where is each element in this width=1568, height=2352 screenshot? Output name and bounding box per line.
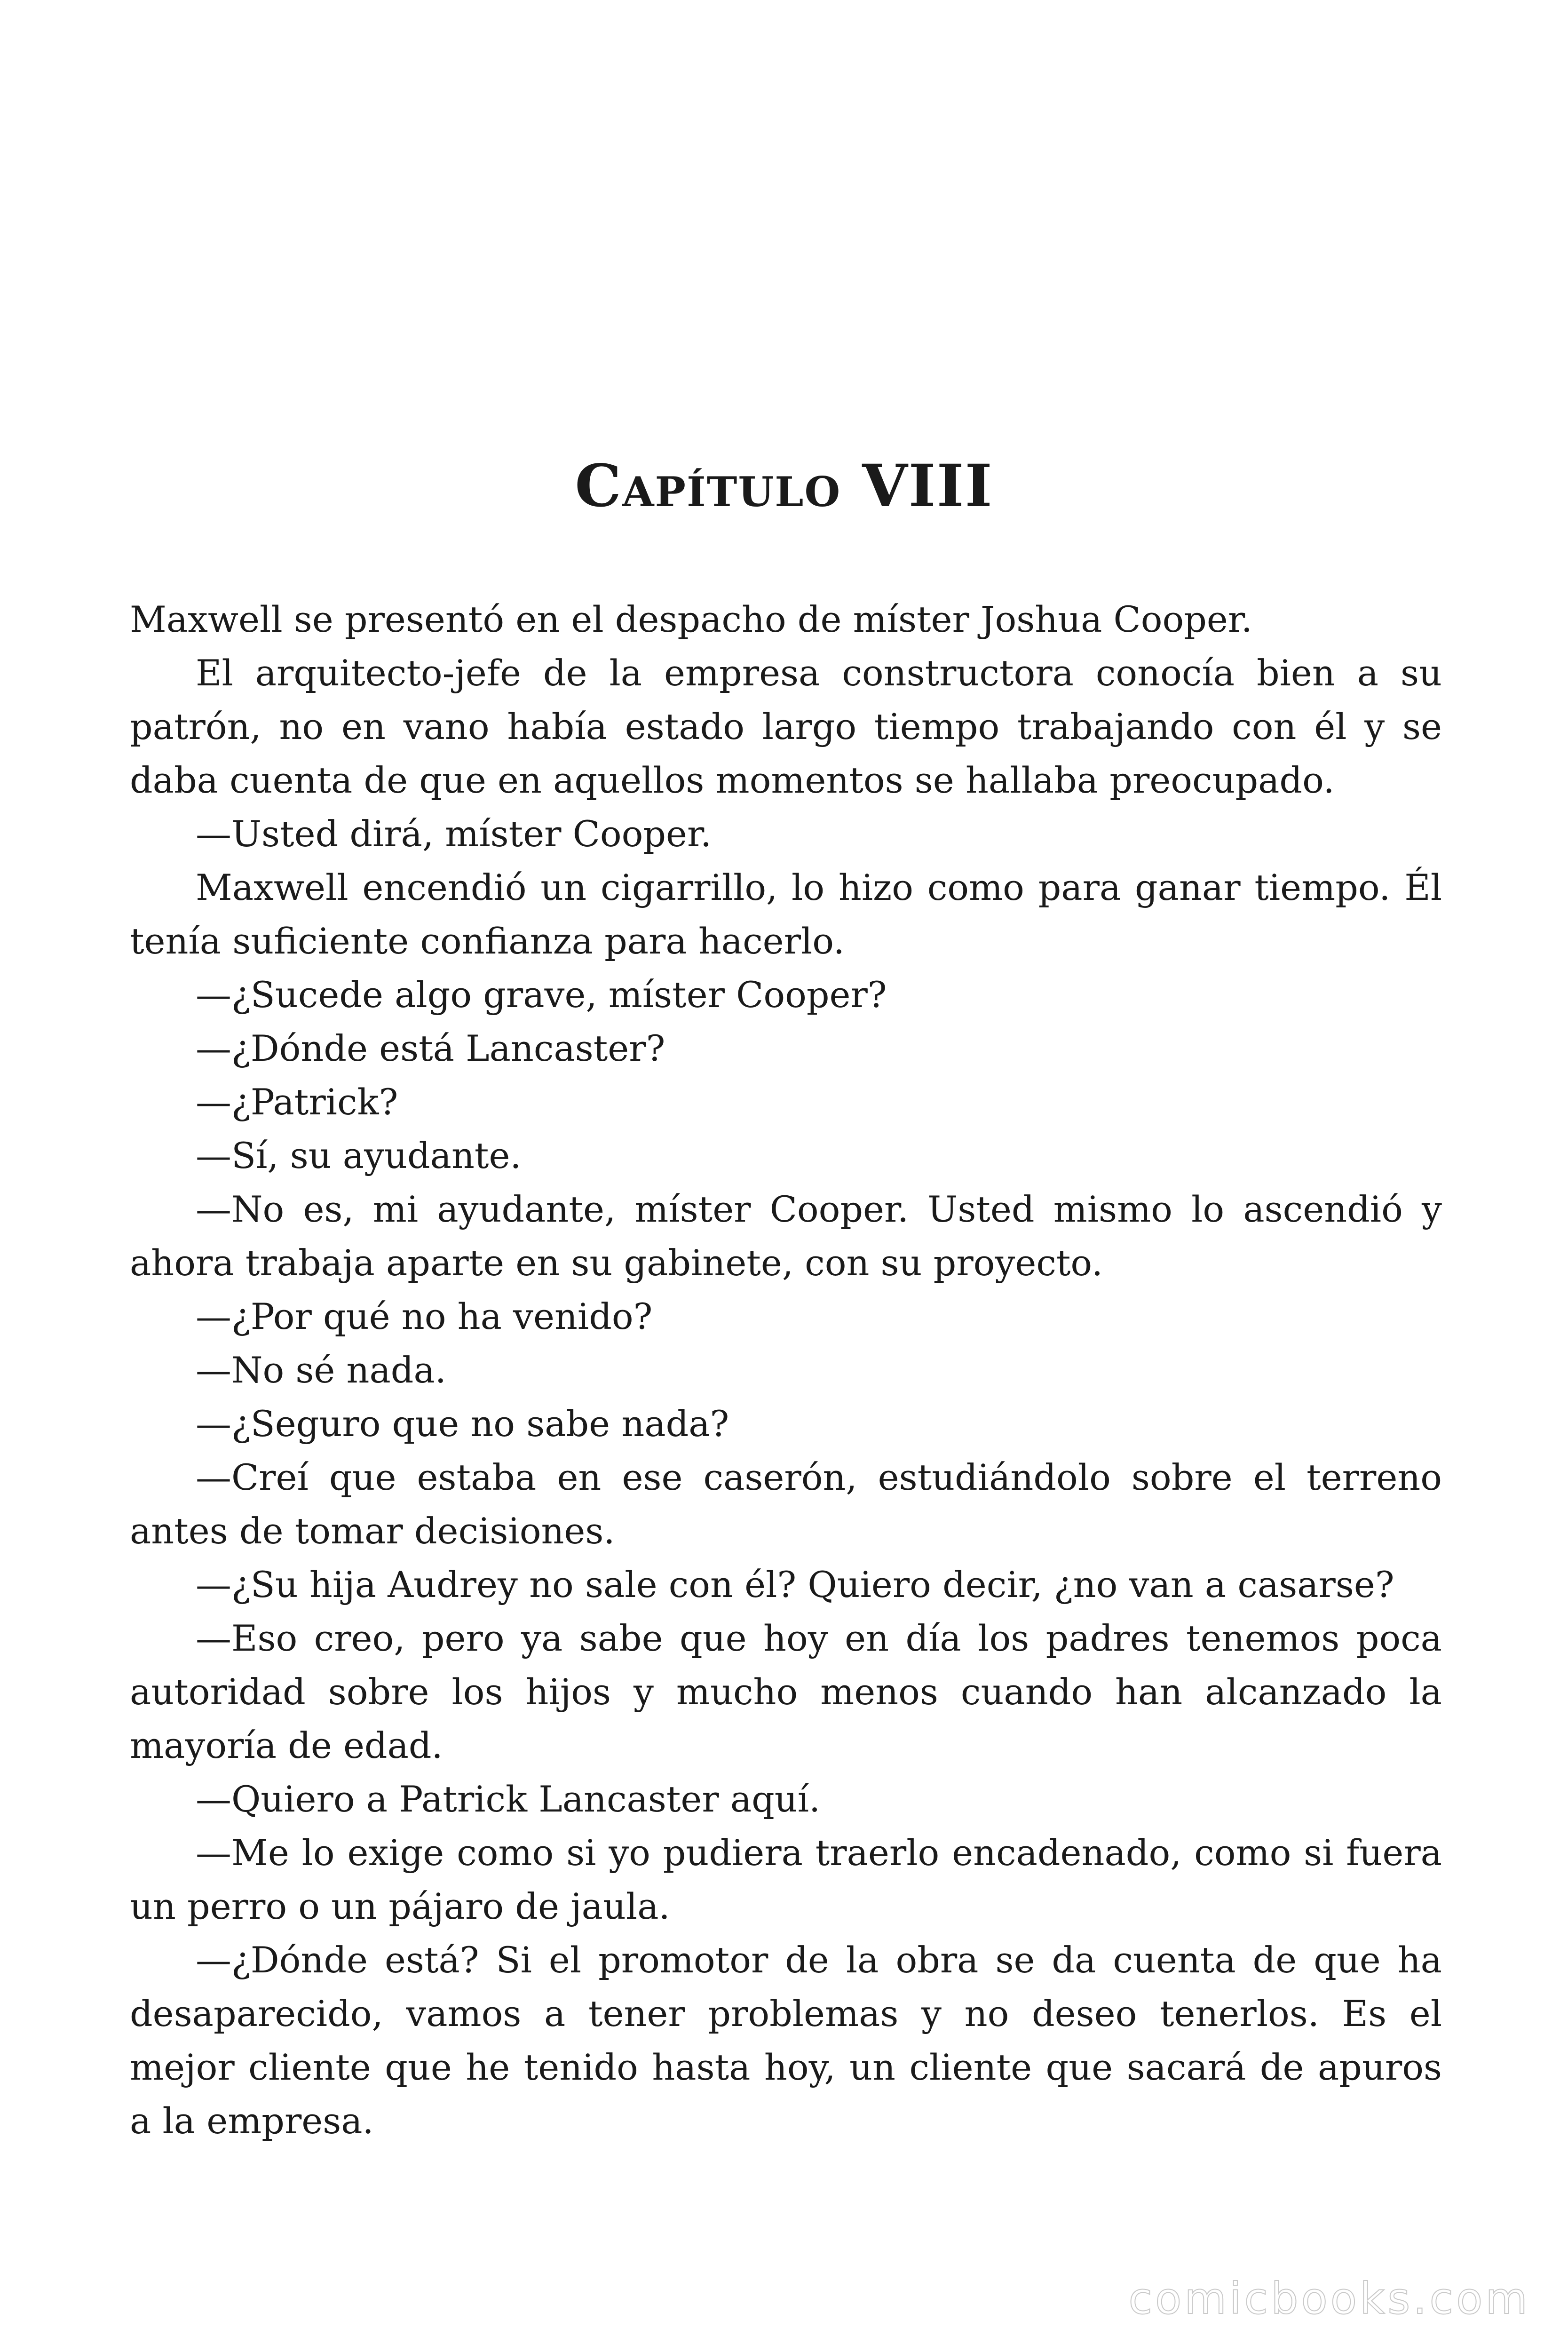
paragraph: —Sí, su ayudante. — [196, 1135, 522, 1176]
paragraph: —No sé nada. — [196, 1349, 446, 1391]
paragraph: —Quiero a Patrick Lancaster aquí. — [196, 1778, 821, 1820]
paragraph: —Creí que estaba en ese caserón, estudiándolo sobre el terreno antes de tomar decisiones. — [130, 1456, 1442, 1552]
paragraph: —¿Dónde está Lancaster? — [196, 1027, 665, 1069]
paragraph: —Me lo exige como si yo pudiera traerlo encadenado, como si fuera un perro o un pájaro de jaula. — [130, 1832, 1442, 1927]
paragraph: Maxwell se presentó en el despacho de míster Joshua Cooper. — [130, 598, 1252, 640]
chapter-title: Capítulo VIII — [575, 452, 993, 520]
paragraph: Maxwell encendió un cigarrillo, lo hizo como para ganar tiempo. Él tenía suficiente confianza para hacerlo. — [130, 866, 1442, 962]
paragraph: —¿Seguro que no sabe nada? — [196, 1403, 729, 1445]
paragraph: —No es, mi ayudante, míster Cooper. Usted mismo lo ascendió y ahora trabaja aparte en su gabinete, con su proyecto. — [130, 1188, 1442, 1284]
paragraph: —Usted dirá, míster Cooper. — [196, 813, 712, 855]
paragraph: —¿Dónde está? Si el promotor de la obra se da cuenta de que ha desaparecido, vamos a tener problemas y no deseo tenerlos. Es el mejor cliente que he tenido hasta hoy, un cliente que sacará de apuros a la empresa. — [130, 1939, 1442, 2142]
paragraph: —¿Patrick? — [196, 1081, 398, 1123]
paragraph: —¿Por qué no ha venido? — [196, 1295, 653, 1337]
paragraph: —¿Sucede algo grave, míster Cooper? — [196, 974, 887, 1016]
paragraph: El arquitecto-jefe de la empresa constructora conocía bien a su patrón, no en vano había estado largo tiempo trabajando con él y se daba cuenta de que en aquellos momentos se hallaba preocupado. — [130, 652, 1442, 801]
paragraph: —Eso creo, pero ya sabe que hoy en día los padres tenemos poca autoridad sobre los hijos y mucho menos cuando han alcanzado la mayoría de edad. — [130, 1617, 1442, 1766]
paragraph: —¿Su hija Audrey no sale con él? Quiero decir, ¿no van a casarse? — [196, 1564, 1394, 1605]
watermark: comicbooks.com — [1128, 2273, 1530, 2324]
chapter-body — [130, 593, 1442, 2148]
